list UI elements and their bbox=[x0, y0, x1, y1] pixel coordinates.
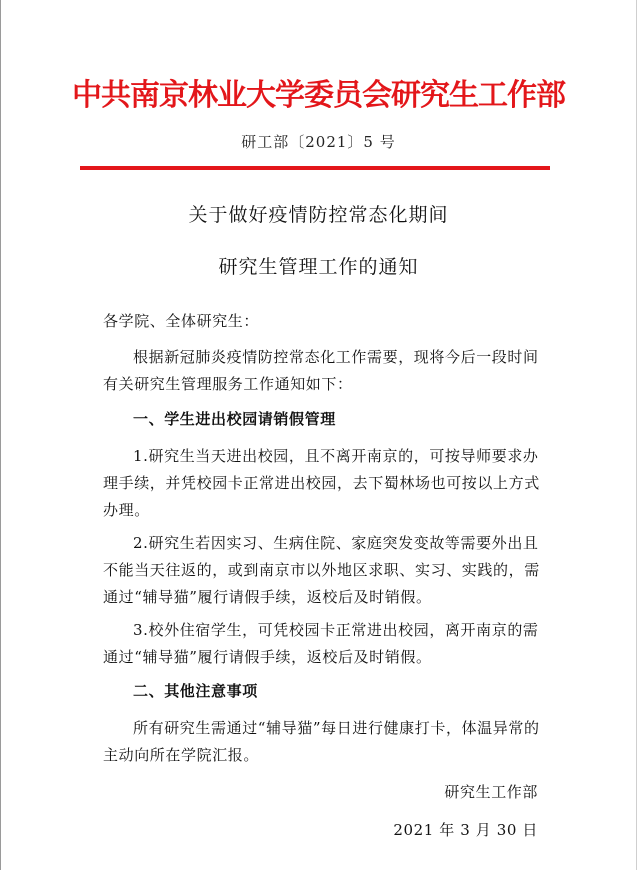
notice-title-line-2: 研究生管理工作的通知 bbox=[218, 256, 419, 278]
document-number: 研工部〔2021〕5 号 bbox=[241, 133, 396, 151]
section-1-heading: 一、学生进出校园请销假管理 bbox=[133, 410, 336, 428]
notice-title-line-1: 关于做好疫情防控常态化期间 bbox=[188, 204, 449, 226]
organization-title: 中共南京林业大学委员会研究生工作部 bbox=[72, 78, 565, 113]
item-3-paragraph: 3.校外住宿学生，可凭校园卡正常进出校园，离开南京的需通过“辅导猫”履行请假手续，返校后及时销假。 bbox=[103, 621, 539, 666]
salutation: 各学院、全体研究生： bbox=[103, 312, 260, 330]
section-2-heading: 二、其他注意事项 bbox=[133, 682, 258, 700]
other-notes-paragraph: 所有研究生需通过“辅导猫”每日进行健康打卡，体温异常的主动向所在学院汇报。 bbox=[103, 719, 540, 764]
red-divider bbox=[80, 166, 550, 170]
date: 2021 年 3 月 30 日 bbox=[393, 821, 538, 839]
intro-paragraph: 根据新冠肺炎疫情防控常态化工作需要，现将今后一段时间有关研究生管理服务工作通知如下： bbox=[103, 348, 539, 393]
signature: 研究生工作部 bbox=[444, 783, 538, 801]
item-2-paragraph: 2.研究生若因实习、生病住院、家庭突发变故等需要外出且不能当天往返的，或到南京市以外地区求职、实习、实践的，需通过“辅导猫”履行请假手续，返校后及时销假。 bbox=[103, 534, 540, 606]
item-1-paragraph: 1.研究生当天进出校园，且不离开南京的，可按导师要求办理手续，并凭校园卡正常进出校园，去下蜀林场也可按以上方式办理。 bbox=[103, 447, 540, 519]
